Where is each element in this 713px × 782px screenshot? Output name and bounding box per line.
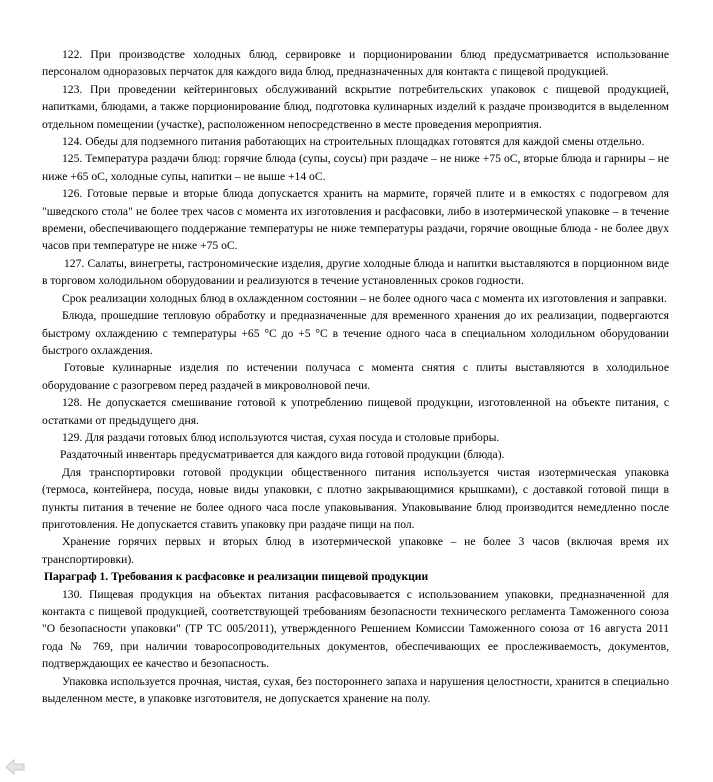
paragraph-130: 130. Пищевая продукция на объектах питания расфасовывается с использованием упаковки, предназначенной для контакта с пищевой продукцией, соответствующей требованиям безопасности технического регламента Таможенного союза "О безопасности упаковки" (ТР ТС 005/2011), утвержденного Решением Комиссии Таможенного союза от 16 августа 2011 года № 769, при наличии товаросопроводительных документов, обеспечивающих ее прослеживаемость, документов, подтверждающих ее качество и безопасность.	[42, 587, 669, 671]
section-heading: Параграф 1. Требования к расфасовке и реализации пищевой продукции	[44, 570, 429, 584]
paragraph-126: 126. Готовые первые и вторые блюда допускается хранить на мармите, горячей плите и в емкостях с подогревом для "шведского стола" не более трех часов с момента их изготовления и расфасовки, либо в изотермической упаковке – в течение времени, обеспечивающего поддержание температуры не ниже температуры раздачи, горячие овощные блюда - не более двух часов при температуре не ниже +75 оС.	[42, 187, 669, 253]
paragraph-123: 123. При проведении кейтеринговых обслуживаний вскрытие потребительских упаковок с пищевой продукцией, напитками, блюдами, а также порционирование блюд, подготовка кулинарных изделий к раздаче производится в выделенном отдельном помещении (участке), расположенном непосредственно в месте проведения мероприятия.	[42, 82, 669, 131]
back-arrow-icon[interactable]	[4, 757, 26, 777]
paragraph-packaging: Упаковка используется прочная, чистая, сухая, без постороннего запаха и нарушения целостности, хранится в специально выделенном месте, в упаковке изготовителя, не допускается хранение на полу.	[42, 674, 669, 706]
paragraph-129: 129. Для раздачи готовых блюд используются чистая, сухая посуда и столовые приборы.	[62, 430, 500, 444]
paragraph-hot-dishes-storage: Хранение горячих первых и вторых блюд в изотермической упаковке – не более 3 часов (включая время их транспортировки).	[42, 535, 669, 566]
paragraph-125: 125. Температура раздачи блюд: горячие блюда (супы, соусы) при раздаче – не ниже +75 оС, вторые блюда и гарниры – не ниже +65 оС, холодные супы, напитки – не выше +14 оС.	[42, 152, 669, 183]
paragraph-124: 124. Обеды для подземного питания работающих на строительных площадках готовятся для каждой смены отдельно.	[62, 135, 645, 149]
back-arrow-graphic	[4, 757, 26, 777]
paragraph-122: 122. При производстве холодных блюд, сервировке и порционировании блюд предусматривается использование персоналом одноразовых перчаток для каждого вида блюд, предназначенных для контакта с пищевой продукцией.	[42, 48, 669, 79]
document-body	[42, 46, 669, 707]
paragraph-127: 127. Салаты, винегреты, гастрономические изделия, другие холодные блюда и напитки выставляются в порционном виде в торговом холодильном оборудовании и реализуются в течение установленных сроков годности.	[42, 256, 669, 288]
paragraph-serving-tools: Раздаточный инвентарь предусматривается для каждого вида готовой продукции (блюда).	[60, 448, 505, 462]
paragraph-rapid-cooling: Блюда, прошедшие тепловую обработку и предназначенные для временного хранения до их реализации, подвергаются быстрому охлаждению с температуры +65 °С до +5 °С в течение одного часа в специальном холодильном оборудовании быстрого охлаждения.	[42, 309, 669, 357]
paragraph-cold-dishes-shelf-life: Срок реализации холодных блюд в охлажденном состоянии – не более одного часа с момента их изготовления и заправки.	[62, 291, 667, 305]
paragraph-transportation: Для транспортировки готовой продукции общественного питания используется чистая изотермическая упаковка (термоса, контейнера, посуда, новые виды упаковки, с плотно закрывающимися крышками), с доставкой готовой пищи в пункты питания в течение не более одного часа после упаковывания. Упаковывание блюд производится немедленно после приготовления. Не допускается ставить упаковку при раздаче пищи на пол.	[42, 465, 669, 531]
paragraph-128: 128. Не допускается смешивание готовой к употреблению пищевой продукции, изготовленной на объекте питания, с остатками от предыдущего дня.	[42, 396, 669, 427]
paragraph-ready-products: Готовые кулинарные изделия по истечении получаса с момента снятия с плиты выставляются в холодильное оборудование с разогревом перед раздачей в микроволновой печи.	[42, 361, 669, 392]
